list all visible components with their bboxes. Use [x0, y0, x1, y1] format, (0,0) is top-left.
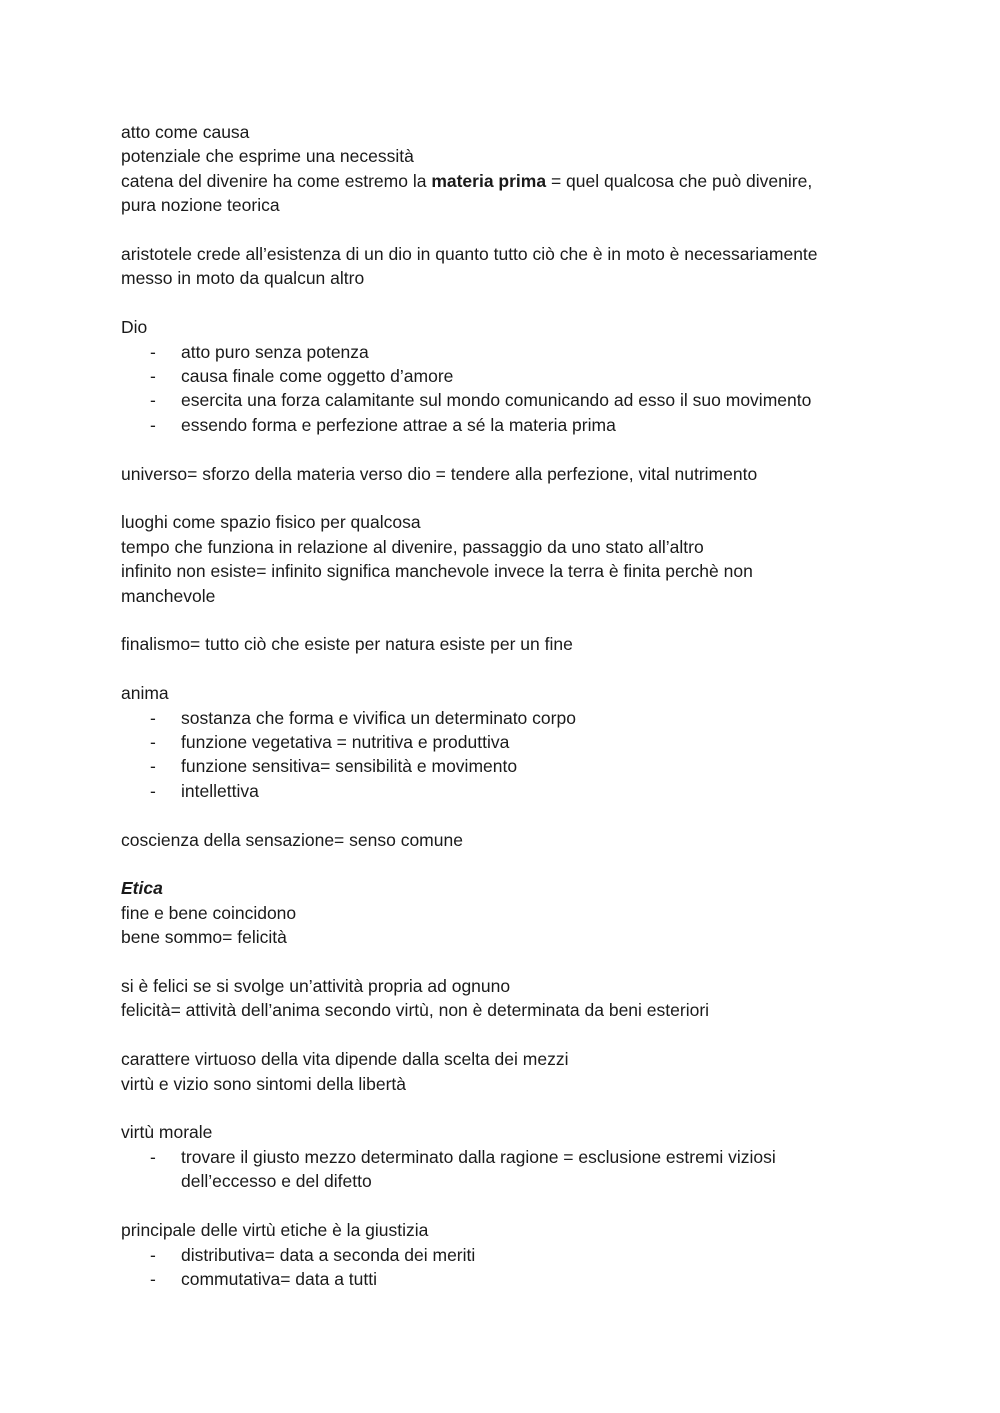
text-line: aristotele crede all’esistenza di un dio in quanto tutto ciò che è in moto è necessariamente: [121, 244, 818, 265]
document-page: [121, 120, 881, 1291]
spacer: [121, 950, 881, 974]
spacer: [121, 1096, 881, 1120]
dash-bullet: -: [150, 780, 156, 801]
section-heading-etica: Etica: [121, 878, 163, 899]
text-line: virtù e vizio sono sintomi della libertà: [121, 1073, 406, 1094]
bullet-list-giustizia: [121, 1243, 881, 1292]
list-item: - causa finale come oggetto d’amore: [121, 364, 881, 388]
spacer: [121, 608, 881, 632]
spacer: [121, 1194, 881, 1218]
dash-bullet: -: [150, 390, 156, 411]
list-item: - funzione sensitiva= sensibilità e movimento: [121, 754, 881, 778]
text-line: tempo che funziona in relazione al divenire, passaggio da uno stato all’altro: [121, 536, 704, 557]
spacer: [121, 486, 881, 510]
bullet-list-virtu-morale: [121, 1145, 881, 1194]
list-item: - essendo forma e perfezione attrae a sé la materia prima: [121, 413, 881, 437]
section-title-dio: Dio: [121, 317, 148, 338]
spacer: [121, 291, 881, 315]
bullet-list-anima: [121, 706, 881, 804]
text-line: finalismo= tutto ciò che esiste per natura esiste per un fine: [121, 634, 573, 655]
text-line: felicità= attività dell’anima secondo virtù, non è determinata da beni esteriori: [121, 1000, 710, 1021]
spacer: [121, 803, 881, 827]
text-line: carattere virtuoso della vita dipende dalla scelta dei mezzi: [121, 1049, 569, 1070]
bullet-list-dio: [121, 340, 881, 438]
text-line: coscienza della sensazione= senso comune: [121, 829, 463, 850]
text-line: luoghi come spazio fisico per qualcosa: [121, 512, 421, 533]
spacer: [121, 657, 881, 681]
list-item: - esercita una forza calamitante sul mondo comunicando ad esso il suo movimento: [121, 388, 881, 412]
text-line-materia-prima: catena del divenire ha come estremo la materia prima = quel qualcosa che può divenire,: [121, 170, 813, 191]
spacer: [121, 1023, 881, 1047]
text-line: messo in moto da qualcun altro: [121, 268, 365, 289]
section-title-anima: anima: [121, 683, 169, 704]
dash-bullet: -: [150, 1244, 156, 1265]
spacer: [121, 218, 881, 242]
text-line: manchevole: [121, 585, 216, 606]
text-line: si è felici se si svolge un’attività propria ad ognuno: [121, 976, 511, 997]
text-line: pura nozione teorica: [121, 195, 280, 216]
text-line: universo= sforzo della materia verso dio = tendere alla perfezione, vital nutrimento: [121, 463, 758, 484]
bold-term: materia prima: [431, 170, 547, 191]
text-line: bene sommo= felicità: [121, 927, 287, 948]
spacer: [121, 437, 881, 461]
dash-bullet: -: [150, 756, 156, 777]
dash-bullet: -: [150, 707, 156, 728]
dash-bullet: -: [150, 1268, 156, 1289]
list-item: - atto puro senza potenza: [121, 340, 881, 364]
text-line: fine e bene coincidono: [121, 902, 297, 923]
section-title-giustizia: principale delle virtù etiche è la giustizia: [121, 1220, 429, 1241]
text-line: atto come causa: [121, 122, 250, 142]
list-item: - distributiva= data a seconda dei meriti: [121, 1243, 881, 1267]
dash-bullet: -: [150, 732, 156, 753]
list-item: - commutativa= data a tutti: [121, 1267, 881, 1291]
list-item: - sostanza che forma e vivifica un determinato corpo: [121, 706, 881, 730]
list-item: - trovare il giusto mezzo determinato dalla ragione = esclusione estremi viziosi dell’eccesso e del difetto: [150, 1146, 776, 1192]
dash-bullet: -: [150, 414, 156, 435]
dash-bullet: -: [150, 341, 156, 362]
spacer: [121, 852, 881, 876]
section-title-virtu-morale: virtù morale: [121, 1122, 213, 1143]
text-line: potenziale che esprime una necessità: [121, 146, 414, 167]
dash-bullet: -: [150, 1146, 156, 1167]
text-line: infinito non esiste= infinito significa manchevole invece la terra è finita perchè non: [121, 561, 753, 582]
list-item: - intellettiva: [121, 779, 881, 803]
list-item: - funzione vegetativa = nutritiva e produttiva: [121, 730, 881, 754]
dash-bullet: -: [150, 366, 156, 387]
